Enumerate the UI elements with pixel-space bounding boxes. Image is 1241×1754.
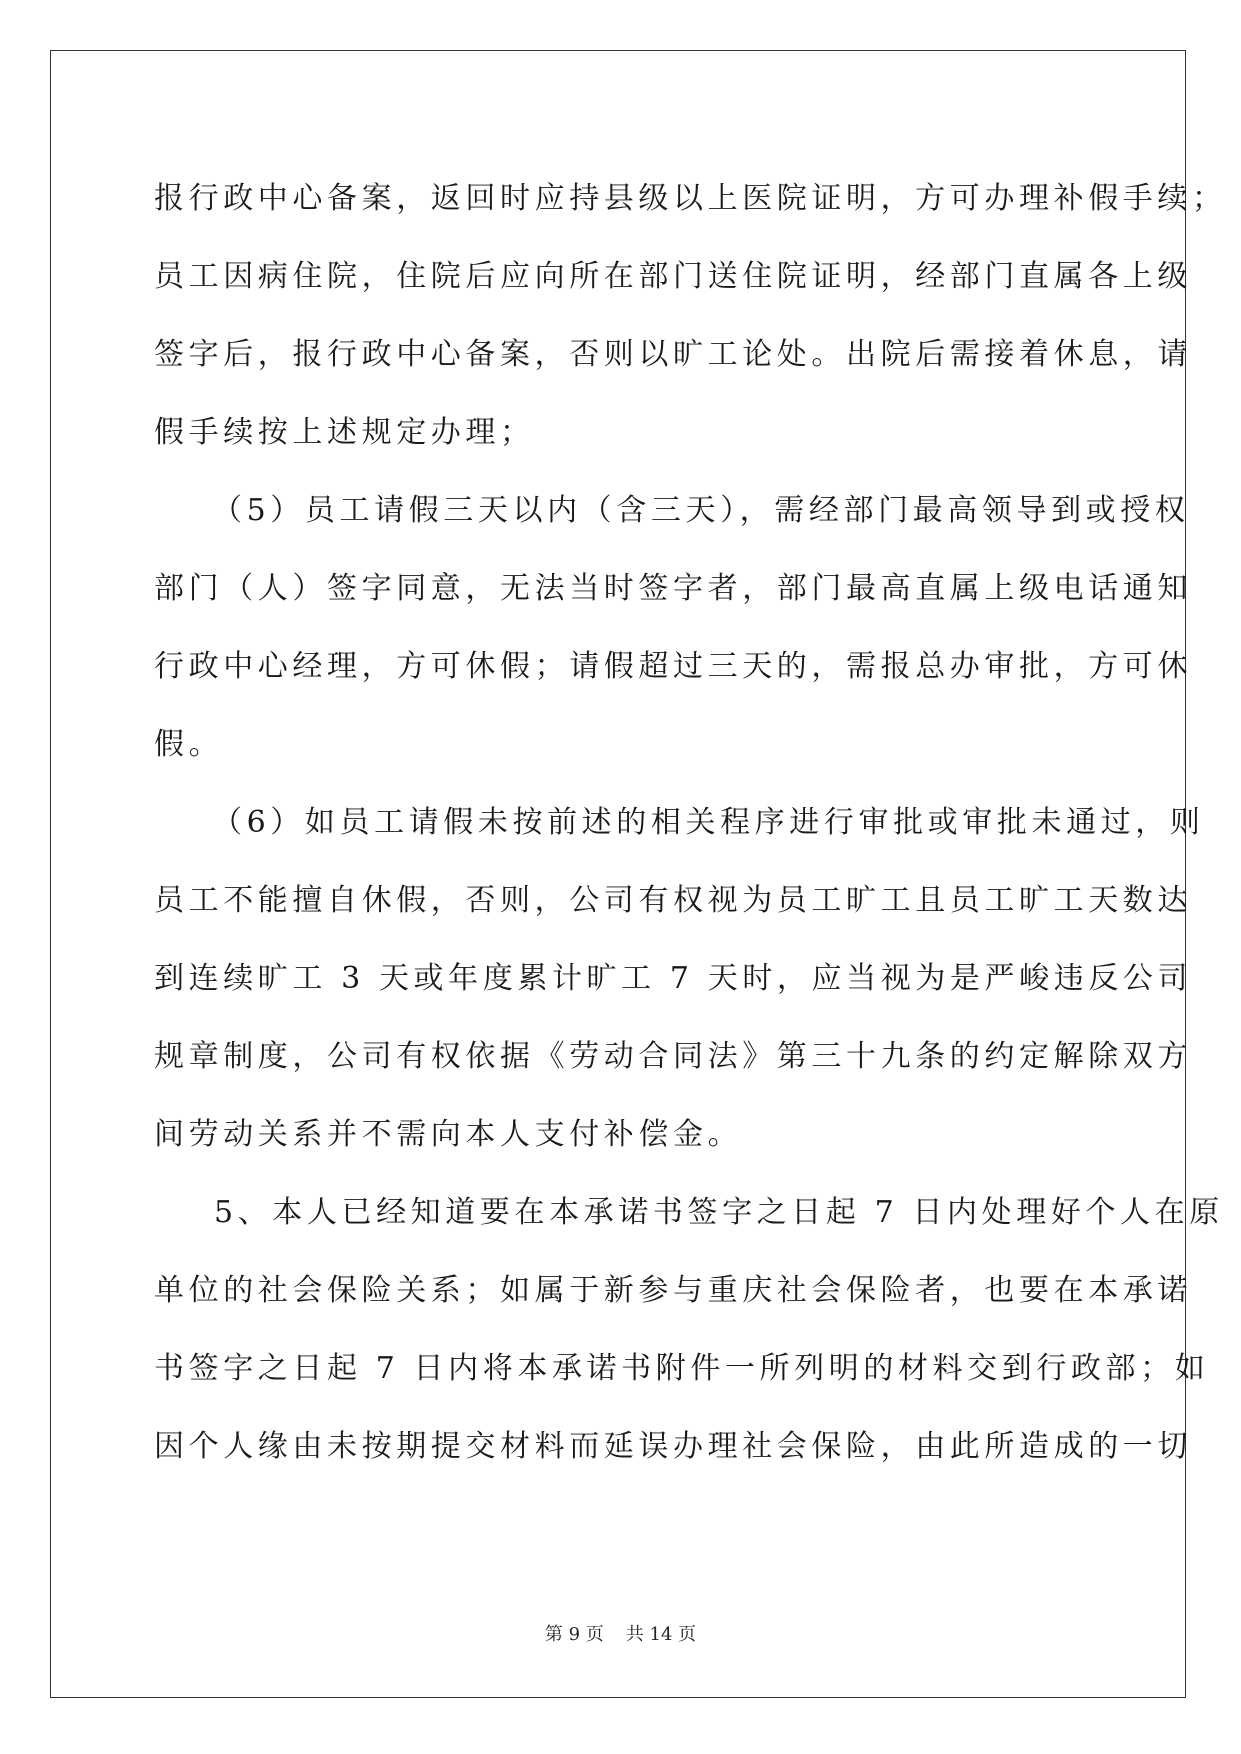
text-line-6: 部门（人）签字同意，无法当时签字者，部门最高直属上级电话通知 xyxy=(154,571,1192,606)
text-line-15: 单位的社会保险关系；如属于新参与重庆社会保险者，也要在本承诺 xyxy=(154,1273,1192,1308)
text-line-14: 5、本人已经知道要在本承诺书签字之日起 7 日内处理好个人在原 xyxy=(214,1195,1224,1230)
text-line-5: （5）员工请假三天以内（含三天），需经部门最高领导到或授权 xyxy=(212,493,1190,528)
text-line-7: 行政中心经理，方可休假；请假超过三天的，需报总办审批，方可休 xyxy=(154,649,1192,684)
text-line-11: 到连续旷工 3 天或年度累计旷工 7 天时，应当视为是严峻违反公司 xyxy=(154,961,1193,996)
page-total: 共 14 页 xyxy=(625,1624,697,1645)
text-line-10: 员工不能擅自休假，否则，公司有权视为员工旷工且员工旷工天数达 xyxy=(154,883,1192,918)
text-line-17: 因个人缘由未按期提交材料而延误办理社会保险，由此所造成的一切 xyxy=(154,1429,1192,1464)
text-line-13: 间劳动关系并不需向本人支付补偿金。 xyxy=(154,1117,743,1152)
page-number: 第 9 页 xyxy=(544,1624,604,1645)
page-footer xyxy=(0,1620,1241,1646)
text-line-8: 假。 xyxy=(154,727,224,762)
text-line-9: （6）如员工请假未按前述的相关程序进行审批或审批未通过，则 xyxy=(212,805,1205,840)
text-line-12: 规章制度，公司有权依据《劳动合同法》第三十九条的约定解除双方 xyxy=(154,1039,1192,1074)
text-line-2: 员工因病住院，住院后应向所在部门送住院证明，经部门直属各上级 xyxy=(154,259,1192,294)
text-line-16: 书签字之日起 7 日内将本承诺书附件一所列明的材料交到行政部；如 xyxy=(154,1351,1210,1386)
document-body xyxy=(154,160,1227,1486)
text-line-1: 报行政中心备案，返回时应持县级以上医院证明，方可办理补假手续； xyxy=(154,181,1227,216)
text-line-3: 签字后，报行政中心备案，否则以旷工论处。出院后需接着休息，请 xyxy=(154,337,1192,372)
text-line-4: 假手续按上述规定办理； xyxy=(154,415,535,450)
